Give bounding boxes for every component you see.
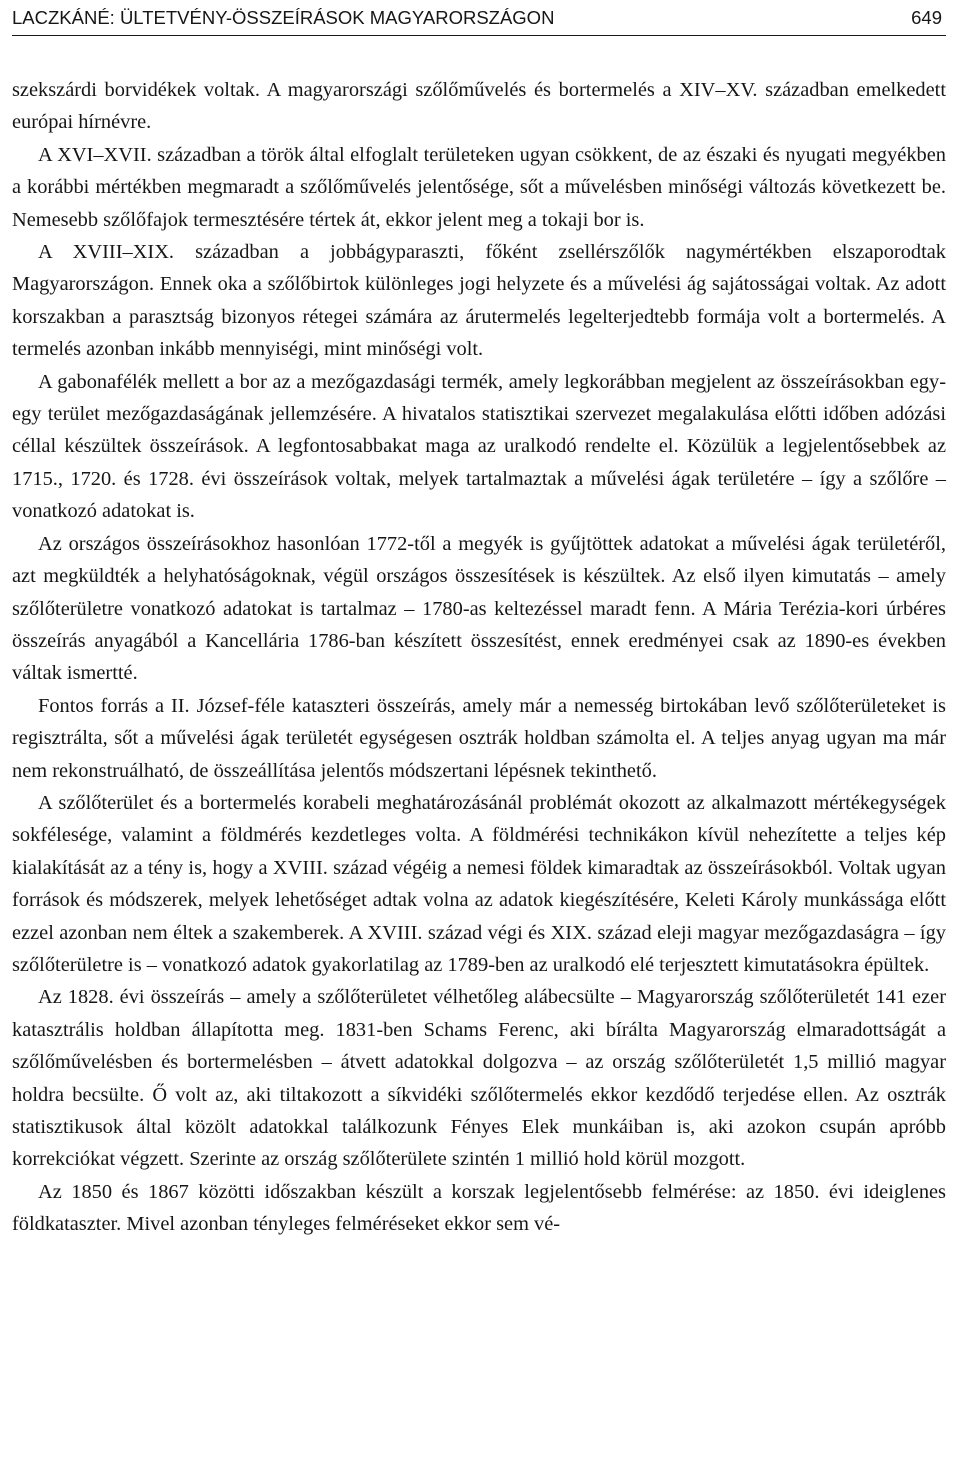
paragraph: szekszárdi borvidékek voltak. A magyarországi szőlőművelés és bortermelés a XIV–XV. században emelkedett európai hírnévre.	[12, 79, 946, 134]
paragraph: Az 1850 és 1867 közötti időszakban készült a korszak legjelentősebb felmérése: az 1850. évi ideiglenes földkataszter. Mivel azonban tényleges felméréseket ekkor sem vé-	[12, 1180, 946, 1236]
paragraph: A gabonafélék mellett a bor az a mezőgazdasági termék, amely legkorábban megjelent az összeírásokban egy-egy terület mezőgazdaságának jellemzésére. A hivatalos statisztikai szervezet megalakulása előtti időben adózási céllal készültek összeírások. A legfontosabbakat maga az uralkodó rendelte el. Közülük a legjelentősebbek az 1715., 1720. és 1728. évi összeírások voltak, melyek tartalmaztak a művelési ágak területére – így a szőlőre – vonatkozó adatokat is.	[12, 370, 946, 523]
body-text	[12, 74, 946, 1241]
page-number: 649	[911, 7, 942, 28]
paragraph: Fontos forrás a II. József-féle kataszteri összeírás, amely már a nemesség birtokában levő szőlőterületeket is regisztrálta, sőt a művelési ágak területét egységesen osztrák holdban számolta el. A teljes anyag ugyan ma már nem rekonstruálható, de összeállítása jelentős módszertani lépésnek tekinthető.	[12, 694, 946, 782]
running-title: LACZKÁNÉ: ÜLTETVÉNY-ÖSSZEÍRÁSOK MAGYARORSZÁGON	[12, 7, 555, 28]
paragraph: A szőlőterület és a bortermelés korabeli meghatározásánál problémát okozott az alkalmazott mértékegységek sokfélesége, valamint a földmérés kezdetleges volta. A földmérési technikákon kívül nehezítette a teljes kép kialakítását az a tény is, hogy a XVIII. század végéig a nemesi földek kimaradtak az összeírásokból. Voltak ugyan források és módszerek, melyek lehetőséget adtak volna az adatok kiegészítésére, Keleti Károly munkássága előtt ezzel azonban nem éltek a szakemberek. A XVIII. század végi és XIX. század eleji magyar mezőgazdaságra – így szőlőterületre is – vonatkozó adatok gyakorlatilag az 1789-ben az uralkodó elé terjesztett kimutatásokra épültek.	[12, 791, 946, 976]
paragraph: A XVI–XVII. században a török által elfoglalt területeken ugyan csökkent, de az északi és nyugati megyékben a korábbi mértékben megmaradt a szőlőművelés jelentősége, sőt a művelésben minőségi változás következett be. Nemesebb szőlőfajok termesztésére tértek át, ekkor jelent meg a tokaji bor is.	[12, 143, 946, 231]
paragraph: Az országos összeírásokhoz hasonlóan 1772-től a megyék is gyűjtöttek adatokat a művelési ágak területéről, azt megküldték a helyhatóságoknak, végül országos összesítések is készültek. Az első ilyen kimutatás – amely szőlőterületre vonatkozó adatokat is tartalmaz – 1780-as keltezéssel maradt fenn. A Mária Terézia-kori úrbéres összeírás anyagából a Kancellária 1786-ban készített összesítést, ennek eredményei csak az 1890-es években váltak ismertté.	[12, 532, 946, 685]
running-header	[12, 6, 946, 36]
paragraph: A XVIII–XIX. században a jobbágyparaszti, főként zsellérszőlők nagymértékben elszaporodtak Magyarországon. Ennek oka a szőlőbirtok különleges jogi helyzete és a művelési ág sajátosságai voltak. Az adott korszakban a parasztság bizonyos rétegei számára az árutermelés legelterjedtebb formája volt a bortermelés. A termelés azonban inkább mennyiségi, mint minőségi volt.	[12, 241, 946, 361]
paragraph: Az 1828. évi összeírás – amely a szőlőterületet vélhetőleg alábecsülte – Magyarország szőlőterületét 141 ezer katasztrális holdban állapította meg. 1831-ben Schams Ferenc, aki bírálta Magyarország elmaradottságát a szőlőművelésben és bortermelésben – átvett adatokkal dolgozva – az ország szőlőterületét 1,5 millió magyar holdra becsülte. Ő volt az, aki tiltakozott a síkvidéki szőlőtermelés ekkor kezdődő terjedése ellen. Az osztrák statisztikusok által közölt adatokkal találkozunk Fényes Elek munkáiban is, aki azokon csupán apróbb korrekciókat végzett. Szerinte az ország szőlőterülete szintén 1 millió hold körül mozgott.	[12, 986, 946, 1171]
